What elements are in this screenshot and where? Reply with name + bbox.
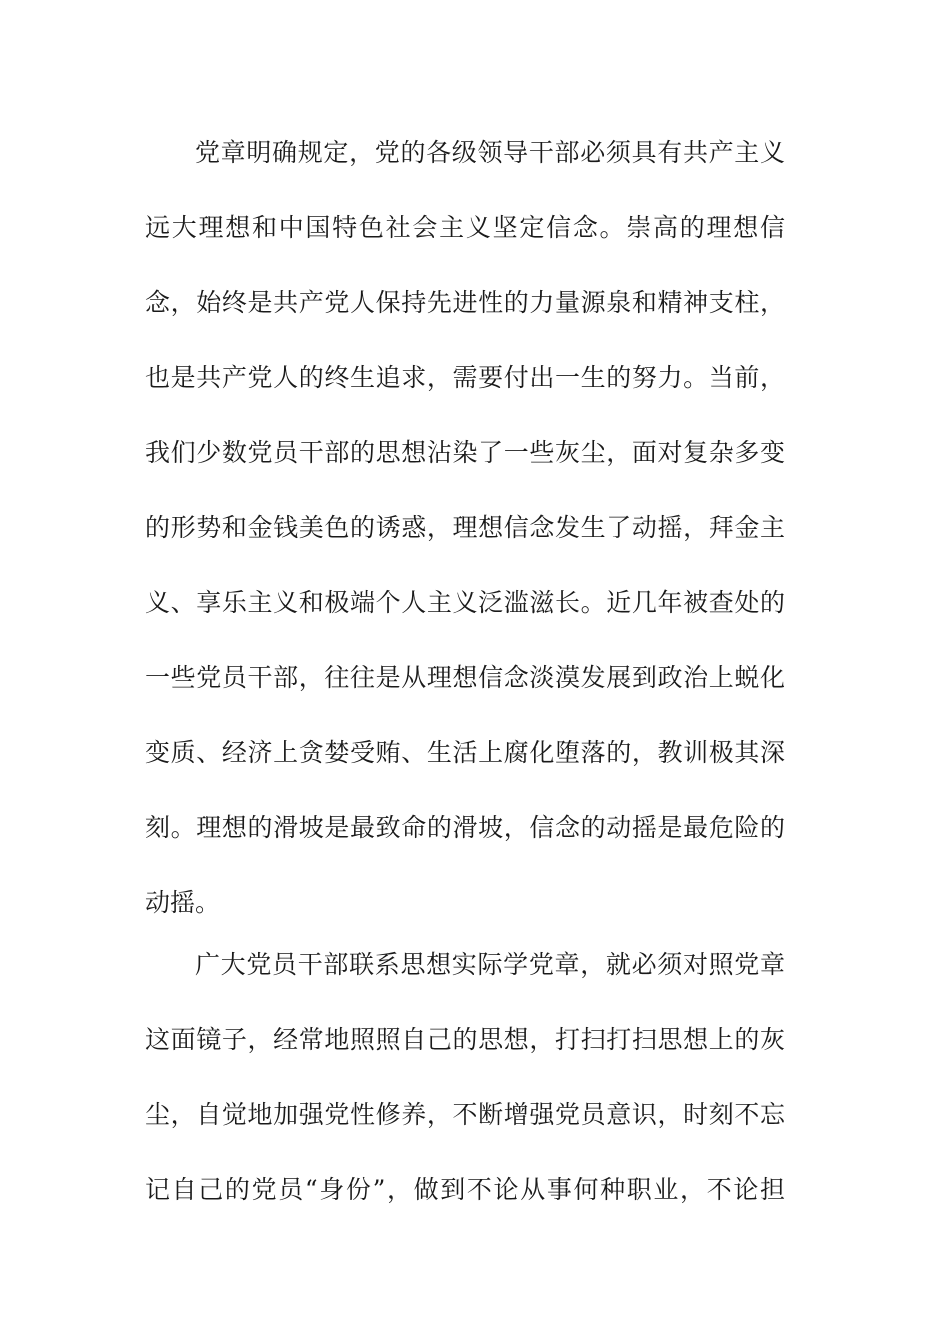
paragraph-2-line-2: 这面镜子，经常地照照自己的思想，打扫打扫思想上的灰	[145, 1025, 785, 1054]
paragraph-1-line-7: 义、享乐主义和极端个人主义泛滥滋长。近几年被查处的	[145, 588, 785, 617]
paragraph-1-line-8: 一些党员干部，往往是从理想信念淡漠发展到政治上蜕化	[145, 663, 785, 692]
paragraph-2-line-4: 记自己的党员“身份”，做到不论从事何种职业，不论担	[145, 1175, 785, 1204]
paragraph-1-line-4: 也是共产党人的终生追求，需要付出一生的努力。当前，	[145, 363, 785, 392]
paragraph-1-line-3: 念，始终是共产党人保持先进性的力量源泉和精神支柱，	[145, 288, 785, 317]
paragraph-1-line-9: 变质、经济上贪婪受贿、生活上腐化堕落的，教训极其深	[145, 738, 785, 767]
paragraph-1-line-5: 我们少数党员干部的思想沾染了一些灰尘，面对复杂多变	[145, 438, 785, 467]
paragraph-2-line-3: 尘，自觉地加强党性修养，不断增强党员意识，时刻不忘	[145, 1100, 785, 1129]
paragraph-2-line-1: 广大党员干部联系思想实际学党章，就必须对照党章	[195, 950, 785, 979]
paragraph-1-line-1: 党章明确规定，党的各级领导干部必须具有共产主义	[195, 138, 785, 167]
paragraph-1-line-11: 动摇。	[145, 888, 221, 917]
paragraph-1-line-6: 的形势和金钱美色的诱惑，理想信念发生了动摇，拜金主	[145, 513, 785, 542]
paragraph-1-line-2: 远大理想和中国特色社会主义坚定信念。崇高的理想信	[145, 213, 785, 242]
paragraph-1-line-10: 刻。理想的滑坡是最致命的滑坡，信念的动摇是最危险的	[145, 813, 785, 842]
